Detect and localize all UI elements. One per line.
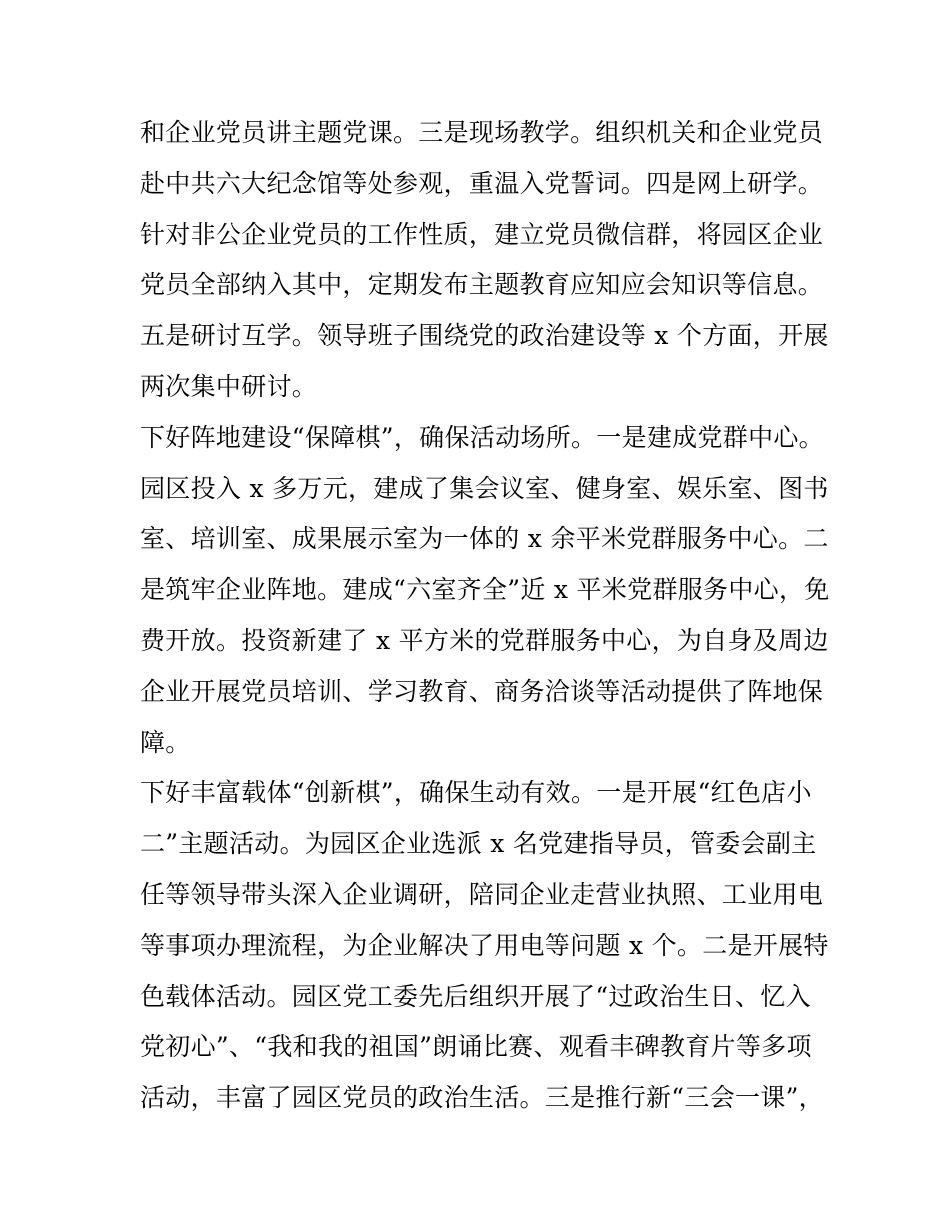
text-line: 和企业党员讲主题党课。三是现场教学。组织机关和企业党员 (140, 118, 824, 147)
text-line: 障。 (140, 727, 191, 757)
text-line: 企业开展党员培训、学习教育、商务洽谈等活动提供了阵地保 (140, 676, 824, 706)
body-text (140, 108, 830, 1124)
text-line: 是筑牢企业阵地。建成“六室齐全”近 x 平米党群服务中心，免 (140, 575, 830, 605)
text-line: 园区投入 x 多万元，建成了集会议室、健身室、娱乐室、图书 (140, 473, 829, 503)
text-line: 党员全部纳入其中，定期发布主题教育应知应会知识等信息。 (140, 270, 824, 300)
text-line: 任等领导带头深入企业调研，陪同企业走营业执照、工业用电 (140, 879, 824, 909)
text-line: 活动，丰富了园区党员的政治生活。三是推行新“三会一课”， (140, 1083, 824, 1113)
text-line: 两次集中研讨。 (140, 371, 318, 401)
text-line: 色载体活动。园区党工委先后组织开展了“过政治生日、忆入 (140, 981, 811, 1011)
text-line: 二”主题活动。为园区企业选派 x 名党建指导员，管委会副主 (140, 829, 817, 859)
text-line: 室、培训室、成果展示室为一体的 x 余平米党群服务中心。二 (140, 524, 829, 554)
text-line: 党初心”、“我和我的祖国”朗诵比赛、观看丰碑教育片等多项 (140, 1032, 812, 1062)
text-line: 下好阵地建设“保障棋”，确保活动场所。一是建成党群中心。 (140, 422, 824, 452)
text-line: 等事项办理流程，为企业解决了用电等问题 x 个。二是开展特 (140, 930, 829, 960)
text-line: 费开放。投资新建了 x 平方米的党群服务中心，为自身及周边 (140, 625, 829, 655)
text-line: 下好丰富载体“创新棋”，确保生动有效。一是开展“红色店小 (140, 778, 812, 808)
text-line: 赴中共六大纪念馆等处参观，重温入党誓词。四是网上研学。 (140, 168, 824, 198)
text-line: 针对非公企业党员的工作性质，建立党员微信群，将园区企业 (140, 219, 824, 249)
text-line: 五是研讨互学。领导班子围绕党的政治建设等 x 个方面，开展 (140, 321, 829, 351)
